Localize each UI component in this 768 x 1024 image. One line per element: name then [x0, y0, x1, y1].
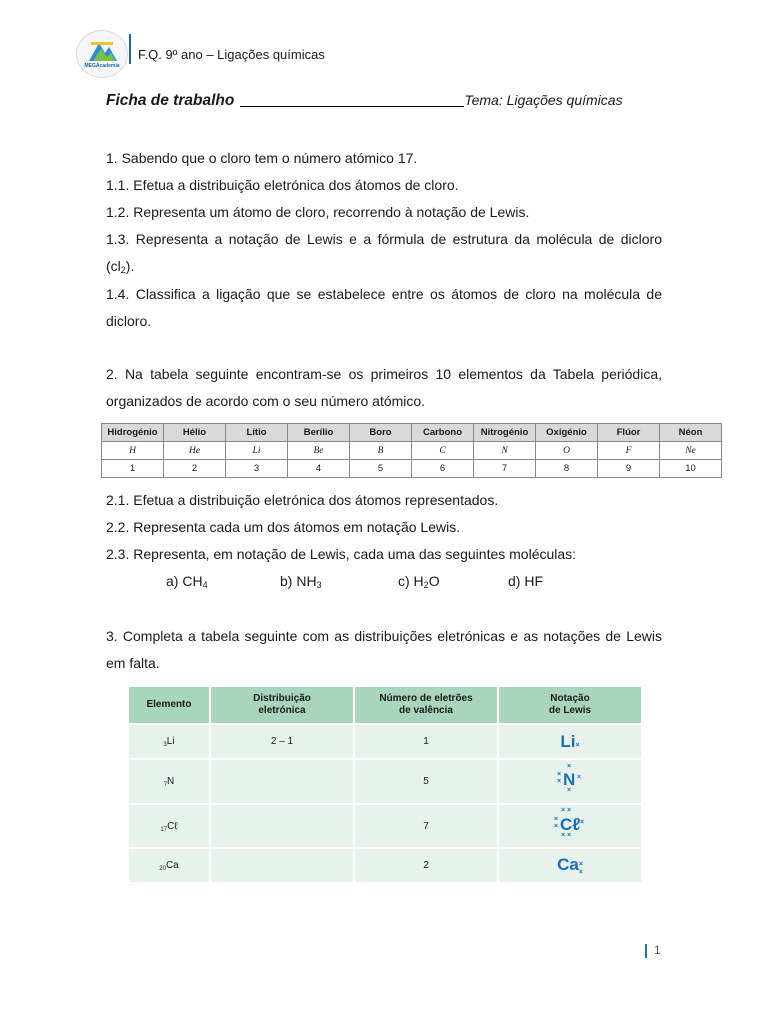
element-name: Flúor [598, 424, 660, 442]
electron-dot-icon: × [575, 741, 580, 749]
q1-1: 1.1. Efetua a distribuição eletrónica dos átomos de cloro. [106, 177, 459, 193]
atomic-number: 7 [474, 460, 536, 478]
valence-cell: 2 [354, 848, 498, 883]
lewis-cell[interactable] [498, 804, 642, 848]
element-label: Cℓ [167, 820, 178, 832]
table-row [128, 804, 642, 848]
header-lewis-l1: Notação [550, 693, 590, 704]
element-name: Carbono [412, 424, 474, 442]
header-valence [354, 686, 498, 724]
element-cell [128, 848, 210, 883]
title-main: Ficha de trabalho [106, 92, 235, 109]
lewis-cell[interactable] [498, 759, 642, 804]
q1-3-line1: 1.3. Representa a notação de Lewis e a fórmula de estrutura da molécula de dicloro [106, 231, 662, 247]
element-name: Hélio [164, 424, 226, 442]
periodic-symbols-row [102, 442, 722, 460]
q1-intro: 1. Sabendo que o cloro tem o número atómico 17. [106, 150, 418, 166]
periodic-names-row [102, 424, 722, 442]
electron-dot-icon: × [567, 806, 572, 814]
q1-4: 1.4. Classifica a ligação que se estabelece entre os átomos de cloro na molécula de dicloro. [106, 286, 662, 329]
element-symbol: F [598, 442, 660, 460]
electron-dot-icon: × [557, 771, 562, 778]
electron-dot-icon: × [580, 818, 585, 826]
electron-dot-icon: × [567, 787, 572, 794]
element-name: Lítio [226, 424, 288, 442]
distribution-cell[interactable] [210, 804, 354, 848]
electron-dot-icon: × [554, 815, 559, 823]
molecule-c-text: c) H [398, 573, 424, 589]
electron-dot-icon: × [578, 868, 583, 876]
q2-1: 2.1. Efetua a distribuição eletrónica dos átomos representados. [106, 492, 499, 508]
element-symbol: C [412, 442, 474, 460]
molecule-c-sub: 2 [423, 580, 429, 590]
molecule-b [280, 568, 322, 595]
atomic-number: 8 [536, 460, 598, 478]
element-z: 3 [163, 742, 167, 748]
electron-dot-icon: × [561, 806, 566, 814]
electron-dot-icon: × [567, 831, 572, 839]
atomic-number: 1 [102, 460, 164, 478]
header-valence-l2: de valência [399, 705, 453, 716]
lewis-cl-group [553, 806, 587, 840]
atomic-number: 10 [660, 460, 722, 478]
header-lewis [498, 686, 642, 724]
element-name: Berílio [288, 424, 350, 442]
element-symbol: Be [288, 442, 350, 460]
element-z: 17 [160, 826, 168, 833]
q2-intro: 2. Na tabela seguinte encontram-se os primeiros 10 elementos da Tabela periódica, organizados de acordo com o seu número atómico. [106, 366, 662, 409]
electron-dot-icon: × [561, 831, 566, 839]
molecule-a-sub: 4 [202, 580, 208, 590]
element-cell [128, 724, 210, 759]
distribution-cell[interactable]: 2 – 1 [210, 724, 354, 759]
periodic-numbers-row [102, 460, 722, 478]
element-cell [128, 759, 210, 804]
periodic-elements-table [101, 423, 722, 478]
lewis-symbol: N [563, 770, 576, 789]
lewis-cell[interactable] [498, 724, 642, 759]
element-symbol: O [536, 442, 598, 460]
molecule-a [166, 568, 208, 595]
header-lewis-l2: de Lewis [548, 705, 592, 716]
distribution-cell[interactable] [210, 759, 354, 804]
header-distribution-l1: Distribuição [253, 693, 311, 704]
element-label: N [167, 776, 175, 787]
element-symbol: H [102, 442, 164, 460]
title-blank-line [240, 106, 464, 107]
lewis-table [127, 685, 643, 884]
lewis-symbol: Cℓ [560, 814, 581, 834]
molecule-c [398, 568, 440, 595]
logo-mountain-icon [77, 31, 127, 77]
worksheet-title [106, 92, 623, 110]
element-symbol: N [474, 442, 536, 460]
element-z: 7 [163, 782, 168, 788]
lewis-n-group [555, 765, 585, 795]
element-name: Boro [350, 424, 412, 442]
q3-intro: 3. Completa a tabela seguinte com as distribuições eletrónicas e as notações de Lewis em falta. [106, 628, 662, 671]
valence-cell: 7 [354, 804, 498, 848]
table-row [128, 848, 642, 883]
header-divider [129, 34, 131, 64]
element-name: Néon [660, 424, 722, 442]
element-symbol: He [164, 442, 226, 460]
title-tema: Tema: Ligações químicas [464, 92, 623, 108]
header-distribution-l2: eletrónica [258, 705, 306, 716]
logo-text: MEGAcademia [84, 63, 120, 69]
school-logo [76, 30, 128, 78]
lewis-table-header [128, 686, 642, 724]
q2-3: 2.3. Representa, em notação de Lewis, cada uma das seguintes moléculas: [106, 546, 577, 562]
atomic-number: 4 [288, 460, 350, 478]
electron-dot-icon: × [578, 860, 583, 868]
element-z: 20 [159, 866, 166, 872]
molecule-b-sub: 3 [316, 580, 322, 590]
electron-dot-icon: × [567, 763, 572, 770]
element-label: Ca [165, 860, 179, 871]
q1-3-sub: 2 [120, 265, 126, 275]
q1-3-line2 [106, 253, 662, 280]
header-element: Elemento [128, 686, 210, 724]
lewis-cell[interactable] [498, 848, 642, 883]
q1-3-end: ). [125, 258, 135, 274]
lewis-ca-dots [579, 860, 583, 876]
header-valence-l1: Número de eletrões [379, 693, 473, 704]
atomic-number: 3 [226, 460, 288, 478]
table-row [128, 759, 642, 804]
element-symbol: B [350, 442, 412, 460]
element-name: Hidrogénio [102, 424, 164, 442]
atomic-number: 2 [164, 460, 226, 478]
page-number-divider [645, 944, 647, 958]
lewis-symbol: Ca [557, 855, 579, 875]
q1-2: 1.2. Representa um átomo de cloro, recorrendo à notação de Lewis. [106, 204, 530, 220]
q1-3-text: (cl [106, 258, 121, 274]
electron-dot-icon: × [557, 778, 562, 785]
q2-2: 2.2. Representa cada um dos átomos em notação Lewis. [106, 519, 461, 535]
molecule-d: d) HF [508, 573, 543, 589]
header-course: F.Q. 9º ano – Ligações químicas [138, 47, 325, 62]
atomic-number: 5 [350, 460, 412, 478]
molecule-b-text: b) NH [280, 573, 317, 589]
atomic-number: 9 [598, 460, 660, 478]
element-symbol: Li [226, 442, 288, 460]
element-name: Nitrogénio [474, 424, 536, 442]
electron-dot-icon: × [554, 822, 559, 830]
lewis-symbol: Li [560, 731, 576, 751]
element-name: Oxigénio [536, 424, 598, 442]
atomic-number: 6 [412, 460, 474, 478]
valence-cell: 1 [354, 724, 498, 759]
page-number: 1 [654, 943, 661, 957]
distribution-cell[interactable] [210, 848, 354, 883]
molecule-a-text: a) CH [166, 573, 203, 589]
valence-cell: 5 [354, 759, 498, 804]
table-row [128, 724, 642, 759]
electron-dot-icon: × [577, 774, 582, 781]
element-symbol: Ne [660, 442, 722, 460]
element-label: Li [166, 736, 175, 747]
header-distribution [210, 686, 354, 724]
molecule-c-end: O [428, 573, 440, 589]
element-cell [128, 804, 210, 848]
